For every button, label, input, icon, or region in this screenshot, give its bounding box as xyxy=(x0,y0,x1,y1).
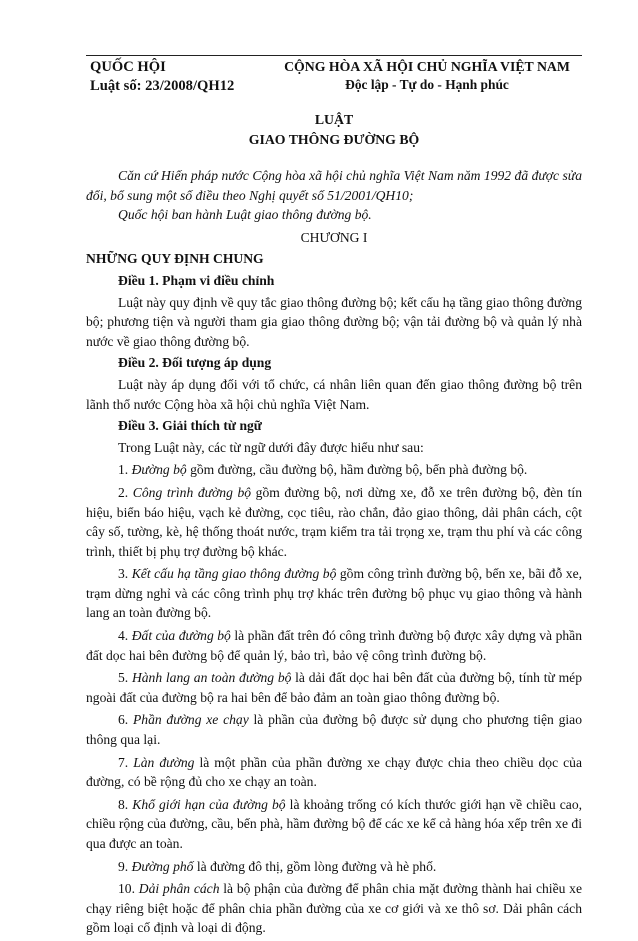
definition-term: Đường bộ xyxy=(131,462,187,478)
definition-text: là khoảng trống có kích thước giới hạn về chiều cao, chiều rộng của đường, cầu, bến phà, hầm đường bộ để các xe kể cả hàng hóa xếp trên xe đi qua được an toàn. xyxy=(86,796,583,851)
definition-term: Hành lang an toàn đường bộ xyxy=(131,670,292,686)
definitions-list xyxy=(86,460,582,938)
article-3-intro: Trong Luật này, các từ ngữ dưới đây được hiểu như sau: xyxy=(118,439,424,455)
definition-term: Đất của đường bộ xyxy=(131,628,231,644)
definition-number: 2. xyxy=(118,484,133,500)
definition-text: là dải đất dọc hai bên đất của đường bộ, tính từ mép ngoài đất của đường bộ ra hai bên để bảo đảm an toàn giao thông đường bộ. xyxy=(86,670,582,705)
definition-text: là bộ phận của đường để phân chia mặt đường thành hai chiều xe chạy riêng biệt hoặc để phân chia phần đường của xe cơ giới và xe thô sơ. Dải phân cách gồm loại cố định và loại di động. xyxy=(86,881,582,936)
definition-text: gồm đường bộ, nơi dừng xe, đỗ xe trên đường bộ, đèn tín hiệu, biển báo hiệu, vạch kẻ đường, cọc tiêu, rào chắn, đảo giao thông, dải phân cách, cột cây số, tường, kè, hệ thống thoát nước, trạm kiểm tra tải trọng xe, trạm thu phí và các công trình, thiết bị phụ trợ đường bộ khác. xyxy=(86,484,583,559)
definition-item xyxy=(86,626,582,665)
definition-number: 7. xyxy=(118,754,134,770)
definition-term: Khổ giới hạn của đường bộ xyxy=(132,796,286,812)
definition-text: là một phần của phần đường xe chạy được chia theo chiều dọc của đường, có bề rộng đủ cho xe chạy an toàn. xyxy=(86,754,583,790)
definition-number: 4. xyxy=(118,628,132,644)
issuer-block xyxy=(90,58,234,96)
issuer-name: QUỐC HỘI xyxy=(90,59,166,75)
definition-term: Công trình đường bộ xyxy=(132,484,252,500)
definition-term: Làn đường xyxy=(133,754,195,770)
definition-term: Phần đường xe chạy xyxy=(132,712,249,728)
document-body xyxy=(86,110,582,941)
definition-term: Đường phố xyxy=(131,858,194,874)
definition-text: gồm đường, cầu đường bộ, hầm đường bộ, bến phà đường bộ. xyxy=(186,462,528,478)
definition-number: 6. xyxy=(118,712,133,728)
article-2-heading: Điều 2. Đối tượng áp dụng xyxy=(118,355,272,371)
article-1-heading: Điều 1. Phạm vi điều chỉnh xyxy=(118,272,275,288)
preamble-basis: Căn cứ Hiến pháp nước Cộng hòa xã hội chủ nghĩa Việt Nam năm 1992 đã được sửa đổi, bổ sung một số điều theo Nghị quyết số 51/2001/QH10; xyxy=(86,168,582,203)
chapter-name: NHỮNG QUY ĐỊNH CHUNG xyxy=(86,251,264,267)
article-3-heading: Điều 3. Giải thích từ ngữ xyxy=(118,418,262,434)
definition-term: Dải phân cách xyxy=(138,881,220,897)
definition-number: 3. xyxy=(118,566,132,582)
definition-item xyxy=(86,460,582,480)
preamble-enactment: Quốc hội ban hành Luật giao thông đường bộ. xyxy=(118,207,372,223)
definition-number: 8. xyxy=(118,796,133,812)
definition-item xyxy=(86,710,582,749)
national-title-block xyxy=(272,58,582,94)
definition-item xyxy=(86,668,582,707)
law-title: GIAO THÔNG ĐƯỜNG BỘ xyxy=(248,132,420,147)
definition-item xyxy=(86,857,582,877)
definition-text: gồm công trình đường bộ, bến xe, bãi đỗ xe, trạm dừng nghỉ và các công trình phụ trợ khác trên đường bộ phục vụ giao thông và hành lang an toàn đường bộ. xyxy=(86,566,583,621)
nation-name: CỘNG HÒA XÃ HỘI CHỦ NGHĨA VIỆT NAM xyxy=(284,59,570,74)
definition-term: Kết cấu hạ tầng giao thông đường bộ xyxy=(131,566,337,582)
definition-text: là phần đất trên đó công trình đường bộ được xây dựng và phần đất dọc hai bên đường bộ để quản lý, bảo trì, bảo vệ công trình đường bộ. xyxy=(86,628,582,663)
definition-item xyxy=(86,753,582,792)
definition-item xyxy=(86,795,582,854)
definition-text: là đường đô thị, gồm lòng đường và hè phố. xyxy=(193,858,437,874)
doc-type-title: LUẬT xyxy=(314,112,354,127)
definition-number: 5. xyxy=(118,670,132,686)
definition-number: 1. xyxy=(118,462,132,478)
definition-text: là phần của đường bộ được sử dụng cho phương tiện giao thông qua lại. xyxy=(86,712,583,748)
definition-item xyxy=(86,483,582,561)
article-1-text: Luật này quy định về quy tắc giao thông đường bộ; kết cấu hạ tầng giao thông đường bộ; phương tiện và người tham gia giao thông đường bộ; vận tải đường bộ và quản lý nhà nước về giao thông đường bộ. xyxy=(86,294,582,349)
document-header xyxy=(86,58,582,100)
definition-number: 10. xyxy=(118,881,139,897)
definition-item xyxy=(86,564,582,623)
article-2-text: Luật này áp dụng đối với tổ chức, cá nhân liên quan đến giao thông đường bộ trên lãnh thổ nước Cộng hòa xã hội chủ nghĩa Việt Nam. xyxy=(86,376,582,412)
header-top-rule xyxy=(86,55,582,56)
chapter-number: CHƯƠNG I xyxy=(300,229,368,245)
definition-number: 9. xyxy=(118,858,132,874)
definition-item xyxy=(86,879,582,938)
national-motto: Độc lập - Tự do - Hạnh phúc xyxy=(345,77,509,92)
law-number: Luật số: 23/2008/QH12 xyxy=(90,78,235,94)
